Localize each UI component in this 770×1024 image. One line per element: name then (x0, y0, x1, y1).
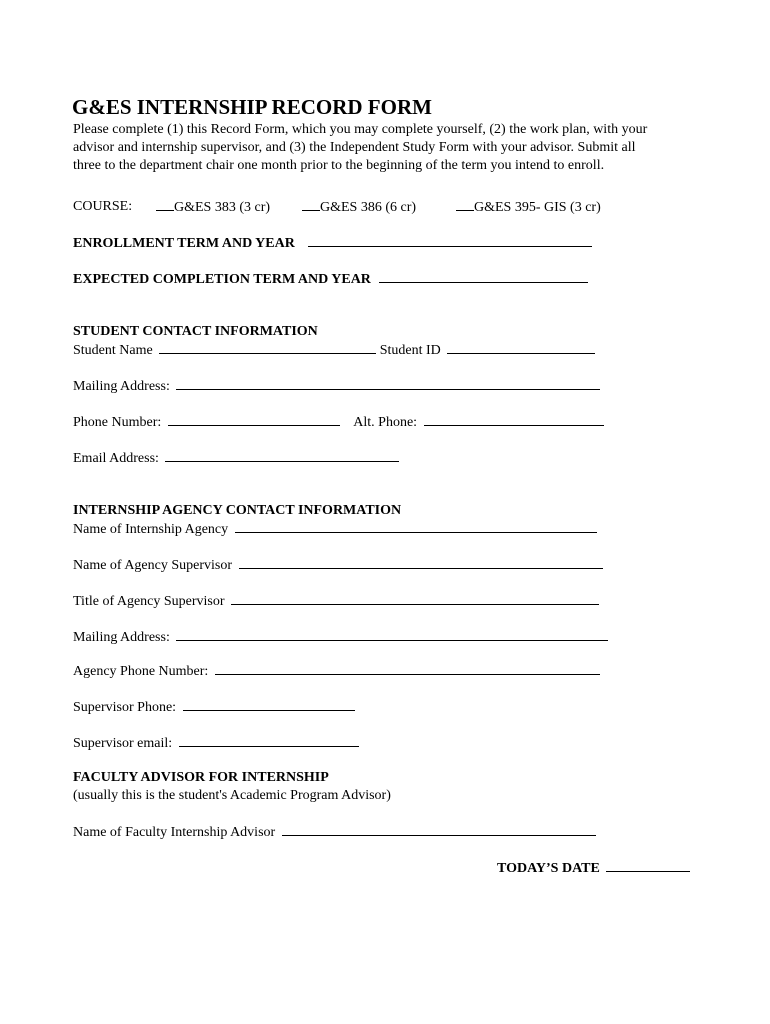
course-option-386[interactable] (302, 198, 416, 217)
completion-term-row (73, 270, 588, 289)
agency-phone-row (73, 662, 600, 681)
supervisor-phone-field[interactable] (183, 698, 355, 711)
student-name-field[interactable] (159, 341, 376, 354)
instructions-line: advisor and internship supervisor, and (3) the Independent Study Form with your advisor. Submit all (73, 140, 636, 155)
agency-name-field[interactable] (235, 520, 597, 533)
supervisor-title-row (73, 592, 599, 611)
todays-date-label: TODAY’S DATE (497, 861, 600, 876)
student-section-heading: STUDENT CONTACT INFORMATION (73, 324, 318, 339)
advisor-section-heading: FACULTY ADVISOR FOR INTERNSHIP (73, 770, 329, 785)
supervisor-title-label: Title of Agency Supervisor (73, 594, 225, 609)
supervisor-name-label: Name of Agency Supervisor (73, 558, 233, 573)
student-alt-phone-field[interactable] (424, 413, 604, 426)
course-option-blank[interactable] (156, 198, 174, 211)
enrollment-term-field[interactable] (308, 234, 592, 247)
agency-name-row (73, 520, 597, 539)
student-phone-label: Phone Number: (73, 415, 162, 430)
advisor-note: (usually this is the student's Academic Program Advisor) (73, 788, 391, 803)
completion-term-label: EXPECTED COMPLETION TERM AND YEAR (73, 272, 371, 287)
course-option-395[interactable] (456, 198, 601, 217)
todays-date-row (497, 859, 690, 878)
agency-mailing-row (73, 628, 608, 647)
enrollment-term-label: ENROLLMENT TERM AND YEAR (73, 236, 295, 251)
student-id-label: Student ID (379, 343, 441, 358)
student-alt-phone-label: Alt. Phone: (353, 415, 418, 430)
student-email-label: Email Address: (73, 451, 159, 466)
instructions (73, 121, 703, 175)
agency-section-heading: INTERNSHIP AGENCY CONTACT INFORMATION (73, 503, 402, 518)
student-mailing-label: Mailing Address: (73, 379, 170, 394)
page-title: G&ES INTERNSHIP RECORD FORM (72, 95, 432, 119)
student-email-row (73, 449, 399, 468)
supervisor-phone-row (73, 698, 355, 717)
instructions-line: Please complete (1) this Record Form, which you may complete yourself, (2) the work plan, with your (73, 122, 648, 137)
supervisor-email-row (73, 734, 359, 753)
student-name-row (73, 341, 595, 360)
supervisor-email-label: Supervisor email: (73, 736, 173, 751)
student-id-field[interactable] (447, 341, 595, 354)
supervisor-email-field[interactable] (179, 734, 359, 747)
instructions-line: three to the department chair one month prior to the beginning of the term you intend to enroll. (73, 158, 605, 173)
course-label: COURSE: (73, 199, 133, 214)
agency-mailing-field[interactable] (176, 628, 608, 641)
supervisor-phone-label: Supervisor Phone: (73, 700, 177, 715)
enrollment-term-row (73, 234, 592, 253)
student-name-label: Student Name (73, 343, 153, 358)
course-option-blank[interactable] (456, 198, 474, 211)
supervisor-name-row (73, 556, 603, 575)
todays-date-field[interactable] (606, 859, 690, 872)
advisor-name-label: Name of Faculty Internship Advisor (73, 825, 276, 840)
student-mailing-row (73, 377, 600, 396)
course-option-label: G&ES 386 (6 cr) (320, 200, 417, 215)
student-mailing-field[interactable] (176, 377, 600, 390)
student-email-field[interactable] (165, 449, 399, 462)
agency-phone-label: Agency Phone Number: (73, 664, 209, 679)
supervisor-title-field[interactable] (231, 592, 599, 605)
course-option-blank[interactable] (302, 198, 320, 211)
agency-phone-field[interactable] (215, 662, 600, 675)
agency-name-label: Name of Internship Agency (73, 522, 229, 537)
course-option-383[interactable] (156, 198, 270, 217)
advisor-name-field[interactable] (282, 823, 596, 836)
student-phone-row (73, 413, 604, 432)
course-option-label: G&ES 383 (3 cr) (174, 200, 271, 215)
agency-mailing-label: Mailing Address: (73, 630, 170, 645)
advisor-name-row (73, 823, 596, 842)
supervisor-name-field[interactable] (239, 556, 603, 569)
course-option-label: G&ES 395- GIS (3 cr) (474, 200, 601, 215)
student-phone-field[interactable] (168, 413, 340, 426)
completion-term-field[interactable] (379, 270, 588, 283)
